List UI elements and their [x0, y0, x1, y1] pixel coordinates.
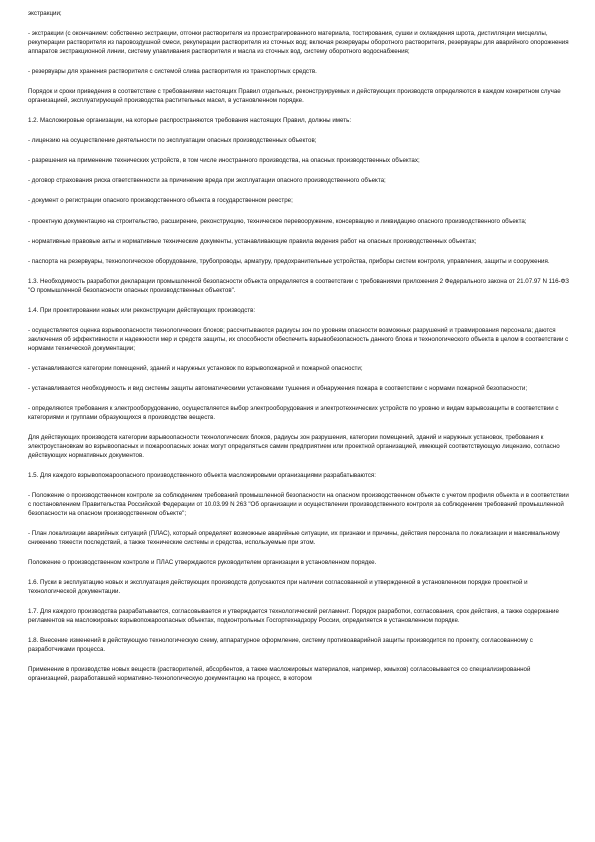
text-paragraph: - проектную документацию на строительство, расширение, реконструкцию, техническое перевооружение, консервацию и ликвидацию опасного производственного объекта; — [28, 217, 527, 225]
text-paragraph: - документ о регистрации опасного производственного объекта в государственном реестре; — [28, 197, 293, 205]
text-paragraph: 1.3. Необходимость разработки декларации промышленной безопасности объекта определяется в соответствии с требованиями приложения 2 Федерального закона от 21.07.97 N 116-ФЗ "О промышленной безопасности опасных производственных объектов". — [28, 277, 570, 294]
document-page — [28, 10, 570, 695]
text-paragraph: 1.7. Для каждого производства разрабатывается, согласовывается и утверждается технологический регламент. Порядок разработки, согласования, срок действия, а также содержание регламентов на масложировых взрывопожароопасных объектах, подконтрольных Госгортехнадзору России, определяется в установленном порядке. — [28, 608, 559, 624]
text-paragraph: - разрешения на применение технических устройств, в том числе иностранного производства, на опасных производственных объектах; — [28, 157, 420, 165]
text-paragraph: - договор страхования риска ответственности за причинение вреда при эксплуатации опасного производственного объекта; — [28, 177, 386, 185]
text-paragraph: - паспорта на резервуары, технологическое оборудование, трубопроводы, арматуру, предохранительные устройства, приборы систем контроля, управления, защиты и сооружения. — [28, 257, 550, 265]
text-paragraph: - План локализации аварийных ситуаций (ПЛАС), который определяет возможные аварийные ситуации, их признаки и причины, действия персонала по локализации и максимальному снижению тяжести последствий, а также технические системы и средства, используемые при этом. — [28, 529, 560, 546]
text-paragraph: - нормативные правовые акты и нормативные технические документы, устанавливающие правила ведения работ на опасных производственных объектах; — [28, 237, 477, 245]
text-paragraph: Положение о производственном контроле и ПЛАС утверждаются руководителем организации в установленном порядке. — [28, 558, 377, 566]
text-paragraph: 1.4. При проектировании новых или реконструкции действующих производств: — [28, 306, 256, 314]
text-paragraph: - резервуары для хранения растворителя с системой слива растворителя из транспортных средств. — [28, 68, 317, 75]
text-paragraph: - устанавливается необходимость и вид системы защиты автоматическими установками тушения и обнаружения пожара в соответствии с нормами пожарной безопасности; — [28, 384, 528, 392]
text-paragraph: - осуществляется оценка взрывоопасности технологических блоков; рассчитываются радиусы зон по уровням опасности возможных разрушений и травмирования персонала; даются заключения об эффективности и надежности мер и средств защиты, их способности обеспечить взрывобезопасность данного блока и технологического объекта в целом в соответствии с нормами технической документации; — [28, 326, 569, 352]
text-paragraph: 1.8. Внесение изменений в действующую технологическую схему, аппаратурное оформление, систему противоаварийной защиты производится по проекту, согласованному с разработчиками процесса. — [28, 637, 533, 653]
text-paragraph: - определяются требования к электрооборудованию, осуществляется выбор электрооборудования и электротехнических устройств по уровню и видам взрывозащиты в соответствии с категориями и группами образующихся в производстве веществ. — [28, 405, 559, 421]
text-paragraph: 1.2. Масложировые организации, на которые распространяются требования настоящих Правил, должны иметь: — [28, 117, 352, 125]
text-paragraph: - Положение о производственном контроле за соблюдением требований промышленной безопасности на опасном производственном объекте с учетом профиля объекта и в соответствии с постановлением Правительства Российской Федерации от 10.03.99 N 263 "Об организации и осуществлении производственного контроля за соблюдением требований промышленной безопасности на опасном производственном объекте"; — [28, 492, 569, 517]
text-paragraph: Порядок и сроки приведения в соответствие с требованиями настоящих Правил отдельных, реконструируемых и действующих производств определяются в каждом конкретном случае организацией, эксплуатирующей производства растительных масел, в установленном порядке. — [28, 88, 561, 104]
text-paragraph: - экстракции (с окончанием: собственно экстракции, отгонки растворителя из проэкстрагированного материала, тостирования, сушки и охлаждения шрота, дистилляции мисцеллы, рекуперации растворителя из паровоздушной смеси, рекуперации растворителя из сточных вод; включая резервуары оборотного растворителя, резервуары для аварийного опорожнения аппаратов экстракционной линии, систему улавливания растворителя и масла из сточных вод, систему оборотного водоснабжения; — [28, 30, 569, 55]
text-paragraph: экстракции; — [28, 10, 62, 17]
text-paragraph: - лицензию на осуществление деятельности по эксплуатации опасных производственных объектов; — [28, 137, 317, 145]
text-paragraph: - устанавливаются категории помещений, зданий и наружных установок по взрывопожарной и пожарной опасности; — [28, 364, 363, 372]
text-paragraph: Для действующих производств категории взрывоопасности технологических блоков, радиусы зон разрушения, категории помещений, зданий и наружных установок, требования к электроустановкам во взрывоопасных и пожароопасных зонах могут определяться самим предприятием или проектной организацией, имеющей соответствующую лицензию, согласно действующих нормативных документов. — [28, 434, 560, 459]
text-paragraph: 1.5. Для каждого взрывопожароопасного производственного объекта масложировыми организациями разрабатываются: — [28, 471, 376, 479]
text-paragraph: Применение в производстве новых веществ (растворителей, абсорбентов, а также масложировых материалов, например, жмыхов) согласовывается со специализированной организацией, разработавшей нормативно-технологическую документацию на процесс, в котором — [28, 666, 531, 682]
text-paragraph: 1.6. Пуски в эксплуатацию новых и эксплуатация действующих производств допускаются при наличии согласованной и утвержденной в установленном порядке проектной и технологической документации. — [28, 579, 528, 595]
